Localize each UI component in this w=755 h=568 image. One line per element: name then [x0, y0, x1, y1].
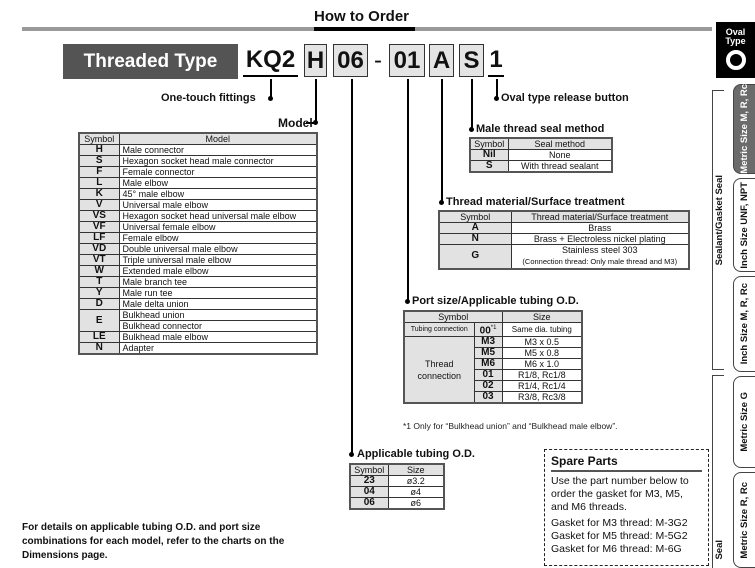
- cell-symbol: S: [470, 161, 508, 173]
- cell-symbol: K: [79, 189, 119, 200]
- cell-model: Adapter: [119, 343, 317, 355]
- cell-model: Male branch tee: [119, 277, 317, 288]
- cell-group: Thread connection: [404, 337, 474, 404]
- label-model: Model: [278, 116, 313, 130]
- leader-line: [441, 79, 443, 204]
- cell-size: ø4: [388, 487, 444, 498]
- leader-line: [471, 79, 473, 131]
- cell-model: Double universal male elbow: [119, 244, 317, 255]
- cell-model: Bulkhead union: [119, 310, 317, 321]
- col-header: Seal method: [508, 138, 612, 150]
- cell-model: Hexagon socket head male connector: [119, 156, 317, 167]
- cell-model: Extended male elbow: [119, 266, 317, 277]
- table-row: [79, 222, 317, 233]
- seal-method-table: [469, 137, 613, 173]
- cell-size: M3 x 0.5: [502, 337, 582, 348]
- leader-dot: [268, 96, 273, 101]
- pn-tubing: 06: [333, 44, 368, 77]
- tab-label: Inch Size M, R, Rc: [739, 283, 750, 365]
- col-header: Symbol: [470, 138, 508, 150]
- cell-symbol: G: [439, 245, 511, 269]
- table-row: [79, 211, 317, 222]
- label-port-size: Port size/Applicable tubing O.D.: [412, 295, 579, 307]
- type-label: Threaded Type: [63, 44, 238, 79]
- table-row: [79, 156, 317, 167]
- cell-symbol: LF: [79, 233, 119, 244]
- col-header: Model: [119, 133, 317, 145]
- label-one-touch: One-touch fittings: [161, 92, 256, 104]
- cell-model: Hexagon socket head universal male elbow: [119, 211, 317, 222]
- cell-symbol: 06: [350, 498, 388, 510]
- table-row: [350, 476, 444, 487]
- col-header: Symbol: [404, 311, 502, 323]
- cell-size: R3/8, Rc3/8: [502, 392, 582, 404]
- tab-label: Metric Size M, R, Rc: [739, 84, 750, 174]
- cell-size: Same dia. tubing: [502, 323, 582, 337]
- table-row: [79, 343, 317, 355]
- cell-symbol: N: [79, 343, 119, 355]
- table-row: [79, 288, 317, 299]
- table-row: [79, 189, 317, 200]
- cell-symbol: D: [79, 299, 119, 310]
- pn-port: 01: [389, 44, 425, 77]
- cell-symbol: VF: [79, 222, 119, 233]
- table-row: [350, 487, 444, 498]
- table-row: [79, 277, 317, 288]
- footnote-mark: *1: [490, 325, 497, 331]
- cell-model: Bulkhead connector: [119, 321, 317, 332]
- cell-symbol: VT: [79, 255, 119, 266]
- tab-metric-m-r-rc[interactable]: [733, 84, 755, 174]
- cell-model: 45° male elbow: [119, 189, 317, 200]
- tab-label: Metric Size R, Rc: [739, 481, 750, 559]
- cell-size: R1/8, Rc1/8: [502, 370, 582, 381]
- cell-symbol: A: [439, 223, 511, 234]
- table-row: [79, 255, 317, 266]
- table-row: [79, 145, 317, 156]
- cell-symbol: 02: [474, 381, 502, 392]
- cell-model: Bulkhead male elbow: [119, 332, 317, 343]
- cell-symbol: 03: [474, 392, 502, 404]
- cell-symbol: 04: [350, 487, 388, 498]
- cell-symbol: [474, 323, 502, 337]
- col-header: Thread material/Surface treatment: [511, 211, 689, 223]
- cell-value: Brass + Electroless nickel plating: [511, 234, 689, 245]
- table-row: [470, 150, 612, 161]
- cell-model: Universal female elbow: [119, 222, 317, 233]
- oval-ring-icon: [726, 50, 746, 70]
- cell-symbol: 01: [474, 370, 502, 381]
- thread-material-table: [438, 210, 690, 270]
- table-row: [439, 245, 689, 269]
- cell-symbol: 23: [350, 476, 388, 487]
- page-title: How to Order: [314, 8, 410, 25]
- group-label-sealant: Sealant/Gasket Seal: [714, 175, 725, 266]
- col-header: Symbol: [79, 133, 119, 145]
- leader-line: [315, 79, 317, 123]
- cell-model: Female connector: [119, 167, 317, 178]
- leader-dot: [469, 127, 474, 132]
- cell-symbol: LE: [79, 332, 119, 343]
- port-size-table: [403, 310, 583, 404]
- label-seal-method: Male thread seal method: [476, 123, 605, 135]
- cell-symbol: M6: [474, 359, 502, 370]
- table-row: [79, 178, 317, 189]
- leader-dot: [439, 200, 444, 205]
- leader-dot: [405, 299, 410, 304]
- tab-metric-g[interactable]: [733, 376, 755, 468]
- label-thread-material: Thread material/Surface treatment: [446, 196, 625, 208]
- cell-symbol: VD: [79, 244, 119, 255]
- col-header: Symbol: [350, 464, 388, 476]
- cell-symbol: VS: [79, 211, 119, 222]
- col-header: Symbol: [439, 211, 511, 223]
- cell-symbol: N: [439, 234, 511, 245]
- tubing-od-table: [349, 463, 445, 510]
- leader-dot: [349, 452, 354, 457]
- cell-model: Triple universal male elbow: [119, 255, 317, 266]
- symbol-text: 00: [479, 325, 491, 337]
- cell-model: Female elbow: [119, 233, 317, 244]
- cell-value: [511, 245, 689, 269]
- spare-parts-box: [544, 449, 709, 566]
- model-table: [78, 132, 318, 355]
- table-row: [79, 310, 317, 321]
- cell-size: M6 x 1.0: [502, 359, 582, 370]
- cell-symbol: Nil: [470, 150, 508, 161]
- tab-metric-r-rc[interactable]: [733, 472, 755, 568]
- table-row: [79, 167, 317, 178]
- col-header: Size: [388, 464, 444, 476]
- table-row: [350, 498, 444, 510]
- pn-model: H: [304, 44, 327, 77]
- cell-model: Male connector: [119, 145, 317, 156]
- cell-symbol: M5: [474, 348, 502, 359]
- cell-symbol: W: [79, 266, 119, 277]
- tab-label: Inch Size UNF, NPT: [739, 181, 750, 269]
- cell-value: With thread sealant: [508, 161, 612, 173]
- port-footnote: *1 Only for “Bulkhead union” and “Bulkhead male elbow”.: [403, 421, 618, 431]
- pn-release: 1: [488, 44, 504, 77]
- spare-parts-title: Spare Parts: [551, 454, 702, 472]
- table-row: [439, 234, 689, 245]
- col-header: Size: [502, 311, 582, 323]
- cell-size: ø6: [388, 498, 444, 510]
- cell-symbol: E: [79, 310, 119, 332]
- group-label-seal: Seal: [714, 540, 725, 560]
- pn-dash: -: [374, 46, 382, 74]
- pn-material: A: [429, 44, 454, 77]
- leader-dot: [313, 120, 318, 125]
- cell-size: R1/4, Rc1/4: [502, 381, 582, 392]
- tab-inch-m-r-rc[interactable]: [733, 276, 755, 372]
- label-release-button: Oval type release button: [501, 92, 629, 104]
- cell-model: Universal male elbow: [119, 200, 317, 211]
- cell-model: Male run tee: [119, 288, 317, 299]
- cell-symbol: F: [79, 167, 119, 178]
- dimensions-note: For details on applicable tubing O.D. and port size combinations for each model, refer to the charts on the Dimensions page.: [22, 522, 285, 561]
- pn-seal: S: [459, 44, 484, 77]
- oval-label: Type: [725, 36, 746, 46]
- cell-size: ø3.2: [388, 476, 444, 487]
- cell-symbol: T: [79, 277, 119, 288]
- leader-line: [407, 79, 409, 303]
- header-underline: [314, 27, 415, 31]
- table-row: [79, 332, 317, 343]
- cell-symbol: L: [79, 178, 119, 189]
- label-tubing-od: Applicable tubing O.D.: [357, 448, 475, 460]
- table-row: [404, 337, 582, 348]
- cell-value-main: Stainless steel 303: [561, 245, 638, 256]
- spare-parts-intro: Use the part number below to order the gasket for M3, M5, and M6 threads.: [551, 475, 689, 513]
- oval-type-badge: [716, 22, 755, 78]
- leader-line: [351, 79, 353, 455]
- table-row: [404, 323, 582, 337]
- cell-symbol: Y: [79, 288, 119, 299]
- tab-label: Metric Size G: [739, 392, 750, 452]
- cell-model: Male elbow: [119, 178, 317, 189]
- table-row: [439, 223, 689, 234]
- cell-value: None: [508, 150, 612, 161]
- cell-symbol: V: [79, 200, 119, 211]
- spare-part-item: Gasket for M3 thread: M-3G2: [551, 517, 688, 529]
- table-row: [79, 200, 317, 211]
- table-row: [79, 233, 317, 244]
- cell-group: Tubing connection: [404, 323, 474, 337]
- table-row: [79, 266, 317, 277]
- leader-dot: [494, 96, 499, 101]
- cell-symbol: H: [79, 145, 119, 156]
- cell-size: M5 x 0.8: [502, 348, 582, 359]
- cell-symbol: S: [79, 156, 119, 167]
- table-row: [79, 299, 317, 310]
- pn-series: KQ2: [243, 44, 298, 77]
- oval-label: Oval: [725, 27, 746, 37]
- cell-model: Male delta union: [119, 299, 317, 310]
- spare-part-item: Gasket for M5 thread: M-5G2: [551, 530, 688, 542]
- cell-value: Brass: [511, 223, 689, 234]
- table-row: [470, 161, 612, 173]
- spare-part-item: Gasket for M6 thread: M-6G: [551, 543, 682, 555]
- tab-inch-unf-npt[interactable]: [733, 178, 755, 272]
- table-row: [79, 244, 317, 255]
- cell-symbol: M3: [474, 337, 502, 348]
- cell-value-note: (Connection thread: Only male thread and M3): [522, 257, 678, 267]
